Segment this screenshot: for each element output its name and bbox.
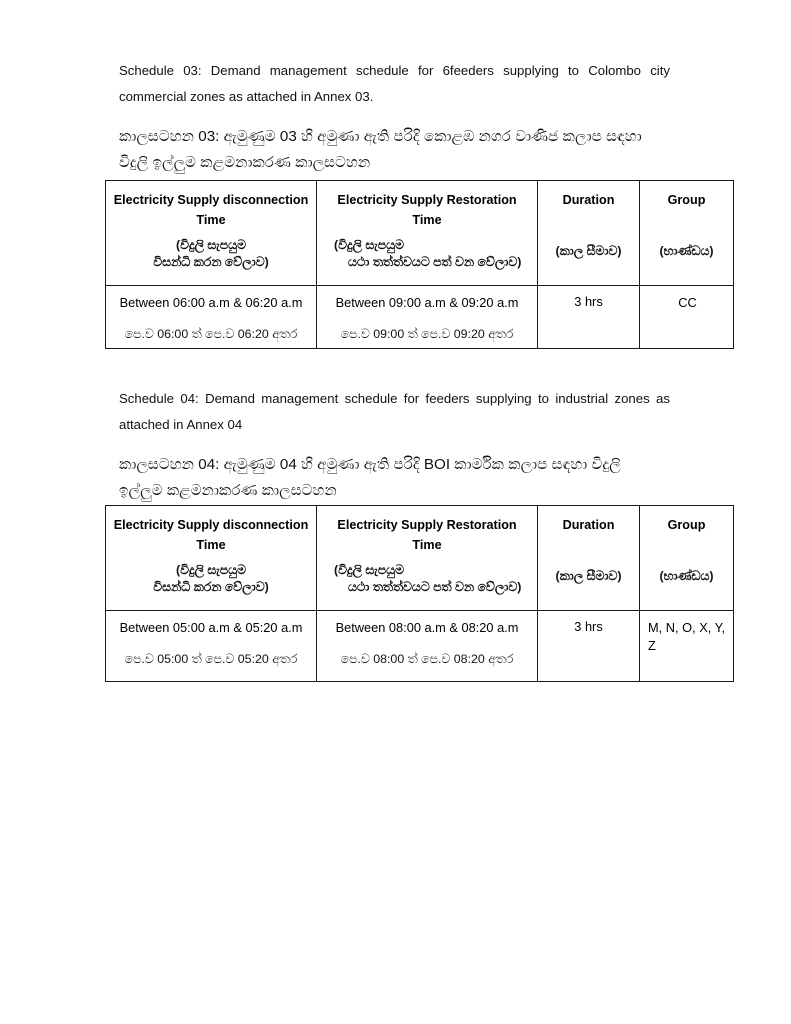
- header-disconnection-en: [106, 181, 316, 230]
- header-restoration-si: [326, 562, 531, 596]
- header-restoration-si: [326, 237, 531, 271]
- schedule-04-table-header: [106, 506, 734, 611]
- header-restoration-en-line1: Electricity Supply Restoration: [337, 193, 517, 207]
- header-group: [640, 506, 734, 611]
- header-duration-si: (කාල සීමාව): [555, 244, 622, 258]
- schedule-03-english-paragraph: Schedule 03: Demand management schedule for 6feeders supplying to Colombo city commercial zones as attached in Annex 03.: [119, 63, 670, 104]
- header-restoration-si-line2: යථා තත්ත්වයට පත් වන වේලාව): [348, 255, 522, 269]
- header-group-en: Group: [667, 518, 706, 532]
- cell-restoration-time: [317, 286, 538, 349]
- cell-duration: [538, 611, 640, 682]
- cell-disconnection-si: පෙ.ව 06:00 ත් පෙ.ව 06:20 අතර: [124, 327, 298, 341]
- spacer: [119, 110, 670, 124]
- cell-group: [640, 611, 734, 682]
- cell-disconnection-time: [106, 286, 317, 349]
- schedule-04-sinhala-line-2: ඉල්ලුම කළමනාකරණ කාලසටහන: [119, 482, 337, 499]
- cell-restoration-si: පෙ.ව 09:00 ත් පෙ.ව 09:20 අතර: [340, 327, 514, 341]
- header-restoration-en: [317, 181, 537, 230]
- header-duration-en: Duration: [562, 518, 615, 532]
- schedule-04-table-body: [106, 611, 734, 682]
- cell-disconnection-en: Between 06:00 a.m & 06:20 a.m: [119, 295, 303, 310]
- table-header-row: [106, 181, 734, 286]
- header-restoration-si-line1: (විදුලි සැපයුම: [334, 238, 405, 252]
- header-restoration-si-line1: (විදුලි සැපයුම: [334, 563, 405, 577]
- table-header-row: [106, 506, 734, 611]
- cell-duration: [538, 286, 640, 349]
- header-disconnection-en-line1: Electricity Supply disconnection: [113, 193, 309, 207]
- header-restoration-si-line2: යථා තත්ත්වයට පත් වන වේලාව): [348, 580, 522, 594]
- header-disconnection-si-line2: විසන්ධි කරන වේලාව): [153, 580, 269, 594]
- cell-group-value: M, N, O, X, Y, Z: [648, 620, 726, 653]
- cell-disconnection-en: Between 05:00 a.m & 05:20 a.m: [119, 620, 303, 635]
- header-disconnection-en-line2: Time: [196, 538, 226, 552]
- cell-restoration-en: Between 09:00 a.m & 09:20 a.m: [335, 295, 519, 310]
- header-restoration-en-line2: Time: [412, 213, 442, 227]
- schedule-03-table-body: [106, 286, 734, 349]
- schedule-03-table: [105, 180, 734, 349]
- header-disconnection-time: [106, 181, 317, 286]
- header-restoration-en-line2: Time: [412, 538, 442, 552]
- cell-group-value: CC: [678, 295, 697, 310]
- cell-duration-value: 3 hrs: [574, 294, 603, 309]
- header-disconnection-time: [106, 506, 317, 611]
- cell-group: [640, 286, 734, 349]
- cell-duration-value: 3 hrs: [574, 619, 603, 634]
- header-disconnection-si: [106, 237, 316, 271]
- header-restoration-time: [317, 181, 538, 286]
- header-disconnection-en-line1: Electricity Supply disconnection: [113, 518, 309, 532]
- header-duration: [538, 181, 640, 286]
- cell-disconnection-si: පෙ.ව 05:00 ත් පෙ.ව 05:20 අතර: [124, 652, 298, 666]
- cell-disconnection-time: [106, 611, 317, 682]
- header-disconnection-si-line1: (විදුලි සැපයුම: [175, 563, 246, 577]
- header-restoration-en: [317, 506, 537, 555]
- header-disconnection-si: [106, 562, 316, 596]
- table-row: [106, 286, 734, 349]
- header-group: [640, 181, 734, 286]
- cell-restoration-time: [317, 611, 538, 682]
- header-duration-en: Duration: [562, 193, 615, 207]
- header-group-en: Group: [667, 193, 706, 207]
- header-restoration-en-line1: Electricity Supply Restoration: [337, 518, 517, 532]
- schedule-03-intro: [119, 58, 670, 176]
- header-duration: [538, 506, 640, 611]
- schedule-04-english-paragraph: Schedule 04: Demand management schedule for feeders supplying to industrial zones as attached in Annex 04: [119, 391, 670, 432]
- schedule-04-sinhala-line-1: කාලසටහන 04: ඇමුණුම 04 හි අමුණා ඇති පරිදි BOI කාර්මික කලාප සඳහා විදුලි: [119, 456, 621, 473]
- header-group-si: (භාණ්ඩය): [659, 244, 714, 258]
- header-disconnection-en: [106, 506, 316, 555]
- cell-restoration-si: පෙ.ව 08:00 ත් පෙ.ව 08:20 අතර: [340, 652, 514, 666]
- schedule-04-table: [105, 505, 734, 682]
- table-row: [106, 611, 734, 682]
- schedule-03-sinhala-line-1: කාලසටහන 03: ඇමුණුම 03 හි අමුණා ඇති පරිදි කොළඹ නගර වාණිජ කලාප සඳහා: [119, 128, 642, 145]
- header-restoration-time: [317, 506, 538, 611]
- schedule-03-table-header: [106, 181, 734, 286]
- header-disconnection-si-line1: (විදුලි සැපයුම: [175, 238, 246, 252]
- schedule-04-intro: [119, 386, 670, 504]
- schedule-03-sinhala-line-2: විදුලි ඉල්ලුම කළමනාකරණ කාලසටහන: [119, 154, 371, 171]
- header-disconnection-si-line2: විසන්ධි කරන වේලාව): [153, 255, 269, 269]
- cell-restoration-en: Between 08:00 a.m & 08:20 a.m: [335, 620, 519, 635]
- header-duration-si: (කාල සීමාව): [555, 569, 622, 583]
- header-group-si: (භාණ්ඩය): [659, 569, 714, 583]
- spacer: [119, 438, 670, 452]
- header-disconnection-en-line2: Time: [196, 213, 226, 227]
